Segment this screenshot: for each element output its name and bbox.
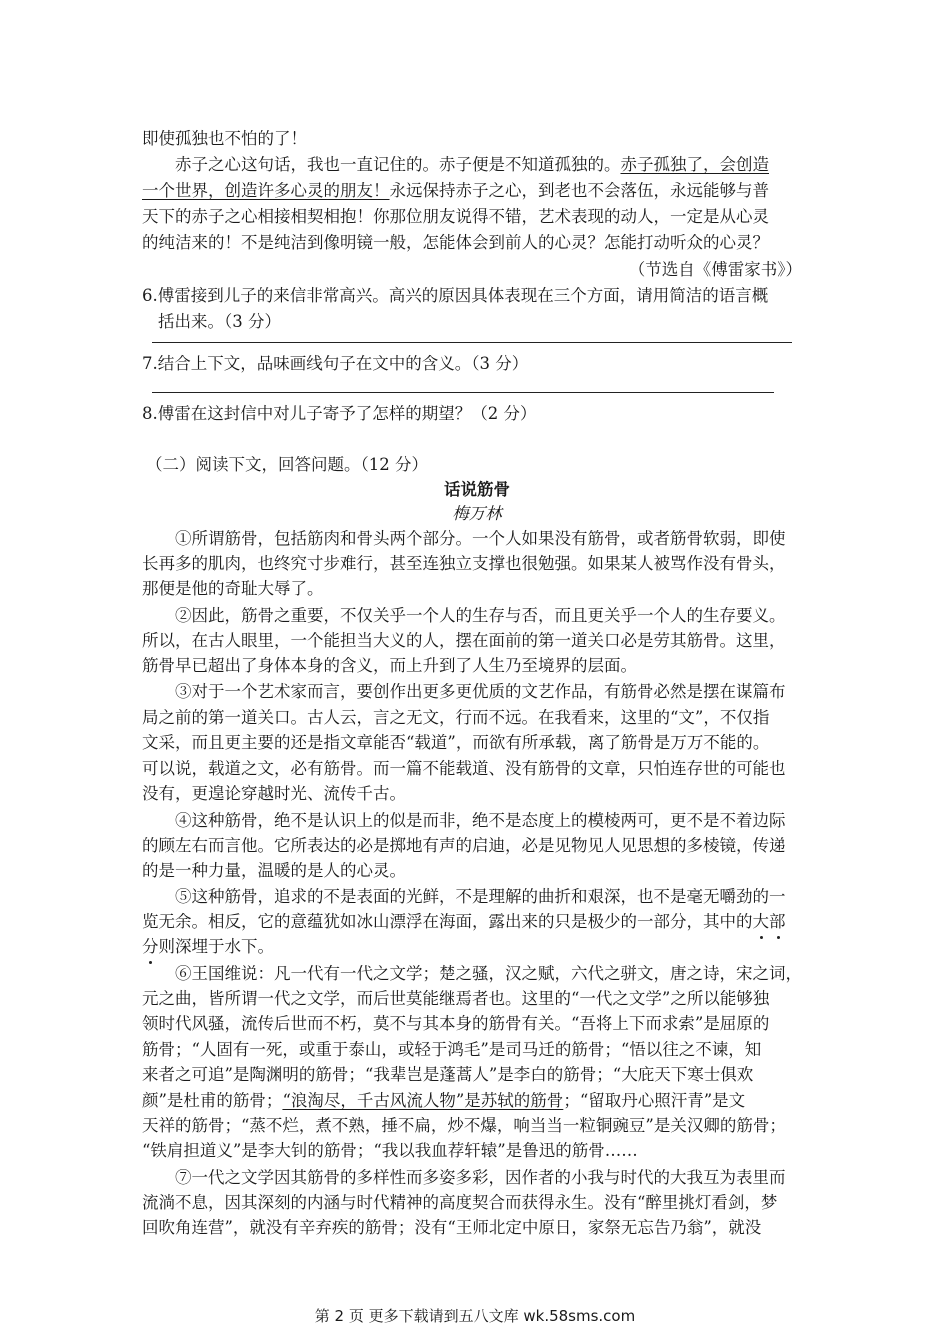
paragraph-line: ①所谓筋骨，包括筋肉和骨头两个部分。一个人如果没有筋骨，或者筋骨软弱，即使	[175, 529, 786, 548]
paragraph-line: 可以说，载道之文，必有筋骨。而一篇不能载道、没有筋骨的文章，只怕连存世的可能也	[142, 759, 786, 778]
question-6: 6.傅雷接到儿子的来信非常高兴。高兴的原因具体表现在三个方面，请用简洁的语言概	[142, 286, 769, 305]
paragraph-line: 览无余。相反，它的意蕴犹如冰山漂浮在海面，露出来的只是极少的一部分，其中的大部	[142, 910, 812, 934]
paragraph-line: 回吹角连营”，就没有辛弃疾的筋骨；没有“王师北定中原日，家祭无忘告乃翁”，就没	[142, 1218, 762, 1237]
paragraph-line: “铁肩担道义”是李大钊的筋骨；“我以我血荐轩辕”是鲁迅的筋骨……	[142, 1141, 638, 1160]
paragraph-line: 筋骨；“人固有一死，或重于泰山，或轻于鸿毛”是司马迁的筋骨；“悟以往之不谏，知	[142, 1040, 762, 1059]
paragraph-line: 元之曲，皆所谓一代之文学，而后世莫能继焉者也。这里的“一代之文学”之所以能够独	[142, 989, 770, 1008]
paragraph-line: ②因此，筋骨之重要，不仅关乎一个人的生存与否，而且更关乎一个人的生存要义。	[175, 606, 786, 625]
paragraph-line: 颜”是杜甫的筋骨；“浪淘尽，千古风流人物”是苏轼的筋骨；“留取丹心照汗青”是文	[142, 1091, 746, 1110]
underlined-sentence: 一个世界，创造许多心灵的朋友！	[142, 181, 390, 200]
paragraph-line: ④这种筋骨，绝不是认识上的似是而非，绝不是态度上的模棱两可，更不是不着边际	[175, 811, 786, 830]
article-title: 话说筋骨	[444, 480, 510, 499]
section-heading: （二）阅读下文，回答问题。（12 分）	[146, 455, 428, 474]
source-citation: （节选自《傅雷家书》）	[628, 260, 802, 279]
underlined-quote: “浪淘尽，千古风流人物”是苏轼的筋骨	[282, 1091, 564, 1110]
letter-line: 的纯洁来的！不是纯洁到像明镜一般，怎能体会到前人的心灵？怎能打动听众的心灵？	[142, 233, 769, 252]
paragraph-line: 分 则深埋于水下。	[142, 935, 812, 959]
paragraph-line: 天祥的筋骨；“蒸不烂，煮不熟，捶不扁，炒不爆，响当当一粒铜豌豆”是关汉卿的筋骨；	[142, 1116, 786, 1135]
paragraph-line: 筋骨早已超出了身体本身的含义，而上升到了人生乃至境界的层面。	[142, 656, 637, 675]
letter-line: 一个世界，创造许多心灵的朋友！永远保持赤子之心，到老也不会落伍，永远能够与普	[142, 181, 769, 200]
paragraph-line: ⑥王国维说：凡一代有一代之文学；楚之骚，汉之赋，六代之骈文，唐之诗，宋之词，	[175, 964, 802, 983]
question-7: 7.结合上下文，品味画线句子在文中的含义。（3 分）	[142, 354, 529, 373]
underlined-sentence: 赤子孤独了，会创造	[620, 155, 769, 174]
paragraph-line: 局之前的第一道关口。古人云，言之无文，行而不远。在我看来，这里的“文”，不仅指	[142, 708, 770, 727]
page-footer: 第 2 页 更多下载请到五八文库 wk.58sms.com	[314, 1307, 636, 1325]
paragraph-line: 长再多的肌肉，也终究寸步难行，甚至连独立支撑也很勉强。如果某人被骂作没有骨头，	[142, 554, 786, 573]
paragraph-line: ⑤这种筋骨，追求的不是表面的光鲜，不是理解的曲折和艰深，也不是毫无嚼劲的一	[175, 887, 786, 906]
emphasis-dotted-text: 分	[142, 935, 159, 959]
paragraph-line: 文采，而且更主要的还是指文章能否“载道”，而欲有所承载，离了筋骨是万万不能的。	[142, 733, 770, 752]
paragraph-line: 所以，在古人眼里，一个能担当大义的人，摆在面前的第一道关口必是劳其筋骨。这里，	[142, 631, 786, 650]
paragraph-line: 来者之可追”是陶渊明的筋骨；“我辈岂是蓬蒿人”是李白的筋骨；“大庇天下寒士俱欢	[142, 1065, 754, 1084]
question-8: 8.傅雷在这封信中对儿子寄予了怎样的期望？（2 分）	[142, 404, 537, 423]
paragraph-line: 领时代风骚，流传后世而不朽，莫不与其本身的筋骨有关。“吾将上下而求索”是屈原的	[142, 1014, 770, 1033]
paragraph-line: 流淌不息，因其深刻的内涵与时代精神的高度契合而获得永生。没有“醉里挑灯看剑，梦	[142, 1193, 778, 1212]
paragraph-line: 那便是他的奇耻大辱了。	[142, 579, 324, 598]
question-6-cont: 括出来。（3 分）	[158, 312, 281, 331]
article-author: 梅万林	[452, 504, 502, 523]
answer-line	[152, 342, 792, 343]
letter-line: 赤子之心这句话，我也一直记住的。赤子便是不知道孤独的。赤子孤独了，会创造	[175, 155, 769, 174]
paragraph-line: 没有，更遑论穿越时光、流传千古。	[142, 784, 406, 803]
paragraph-line: ③对于一个艺术家而言，要创作出更多更优质的文艺作品，有筋骨必然是摆在谋篇布	[175, 682, 786, 701]
paragraph-line: 的是一种力量，温暖的是人的心灵。	[142, 861, 406, 880]
letter-line: 即使孤独也不怕的了！	[142, 129, 307, 148]
paragraph-line: 的顾左右而言他。它所表达的必是掷地有声的启迪，必是见物见人见思想的多棱镜，传递	[142, 836, 786, 855]
emphasis-dotted-text: 大部	[753, 910, 786, 934]
answer-line	[152, 392, 774, 393]
letter-line: 天下的赤子之心相接相契相抱！你那位朋友说得不错，艺术表现的动人，一定是从心灵	[142, 207, 769, 226]
paragraph-line: ⑦一代之文学因其筋骨的多样性而多姿多彩，因作者的小我与时代的大我互为表里而	[175, 1168, 786, 1187]
